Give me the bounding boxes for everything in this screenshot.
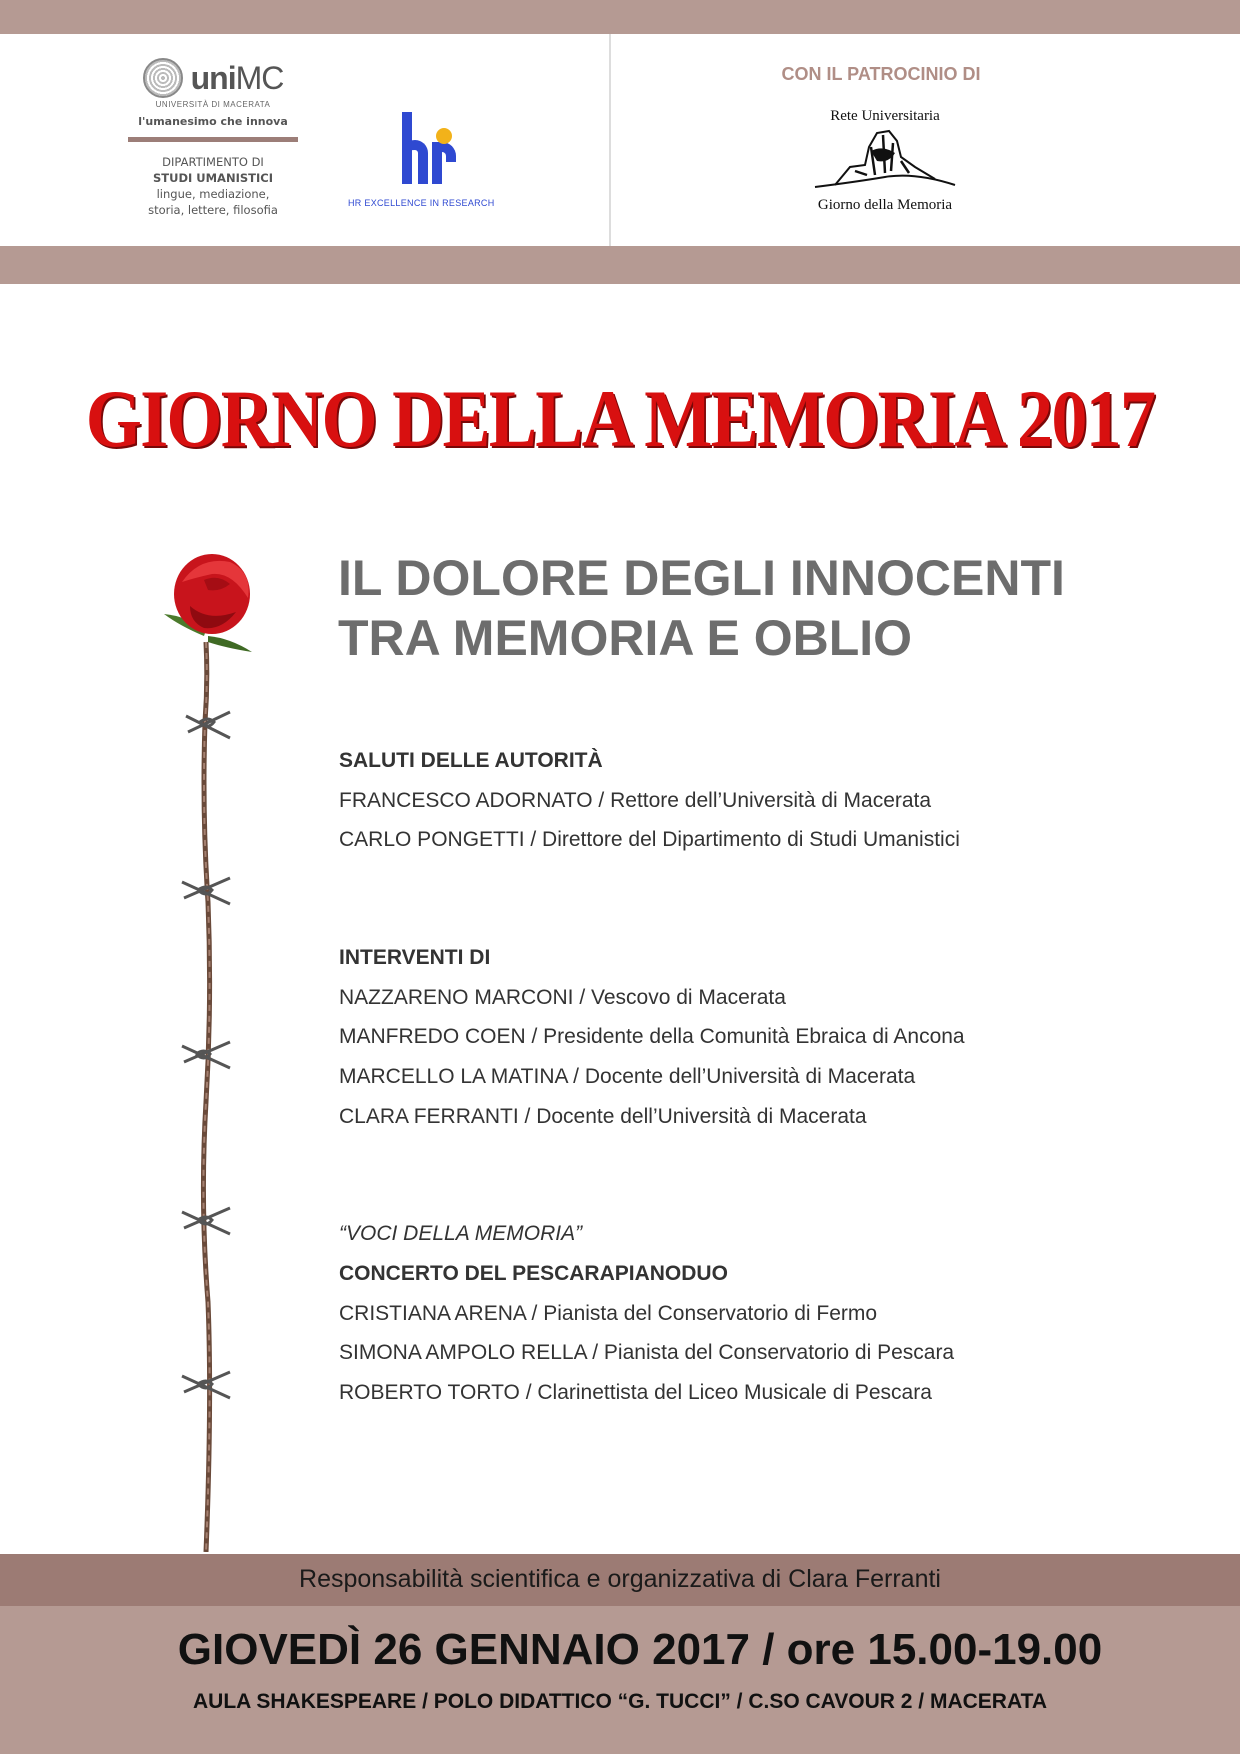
university-motto: l'umanesimo che innova (138, 115, 288, 128)
hr-logo-icon (348, 112, 508, 192)
saluti-heading: SALUTI DELLE AUTORITÀ (339, 749, 603, 772)
university-name: UNIVERSITÀ DI MACERATA (155, 100, 271, 109)
patronage-label: CON IL PATROCINIO DI (781, 64, 981, 84)
concerto-heading: CONCERTO DEL PESCARAPIANODUO (339, 1262, 728, 1285)
event-title: GIORNO DELLA MEMORIA 2017 (85, 373, 1155, 464)
rete-universitaria-logo (790, 108, 980, 214)
rose-barbed-wire-icon (160, 552, 280, 1552)
concerto-item: CRISTIANA ARENA / Pianista del Conservatorio di Fermo (339, 1302, 878, 1325)
interventi-item: MANFREDO COEN / Presidente della Comunità Ebraica di Ancona (339, 1025, 965, 1048)
interventi-heading: INTERVENTI DI (339, 946, 491, 969)
saluti-item: CARLO PONGETTI / Direttore del Dipartimento di Studi Umanistici (339, 828, 960, 851)
responsibility-text: Responsabilità scientifica e organizzativa di Clara Ferranti (299, 1565, 941, 1593)
top-band (0, 0, 1240, 34)
concerto-quote: “VOCI DELLA MEMORIA” (339, 1222, 583, 1245)
event-date: GIOVEDÌ 26 GENNAIO 2017 / ore 15.00-19.00 (177, 1625, 1103, 1674)
unimc-wordmark: uniMC (190, 60, 284, 96)
department-name: DIPARTIMENTO DI STUDI UMANISTICI lingue, mediazione, storia, lettere, filosofia (148, 155, 278, 217)
rete-line1: Rete Universitaria (830, 108, 940, 124)
logo-rule (128, 137, 298, 142)
university-seal-icon (143, 58, 183, 98)
event-place: AULA SHAKESPEARE / POLO DIDATTICO “G. TUCCI” / C.SO CAVOUR 2 / MACERATA (192, 1690, 1048, 1713)
concerto-item: SIMONA AMPOLO RELLA / Pianista del Conservatorio di Pescara (339, 1341, 955, 1364)
monument-icon (805, 127, 965, 197)
interventi-item: MARCELLO LA MATINA / Docente dell’Università di Macerata (339, 1065, 916, 1088)
hr-excellence-logo (348, 112, 508, 208)
hr-caption: HR EXCELLENCE IN RESEARCH (348, 198, 495, 208)
rete-line2: Giorno della Memoria (817, 197, 953, 213)
interventi-item: NAZZARENO MARCONI / Vescovo di Macerata (339, 986, 786, 1009)
concerto-item: ROBERTO TORTO / Clarinettista del Liceo Musicale di Pescara (339, 1381, 932, 1404)
event-subtitle: IL DOLORE DEGLI INNOCENTI TRA MEMORIA E OBLIO (338, 550, 1065, 666)
saluti-item: FRANCESCO ADORNATO / Rettore dell’Università di Macerata (339, 789, 932, 812)
unimc-logo (128, 58, 298, 218)
mid-band (0, 246, 1240, 284)
interventi-item: CLARA FERRANTI / Docente dell’Università di Macerata (339, 1105, 867, 1128)
